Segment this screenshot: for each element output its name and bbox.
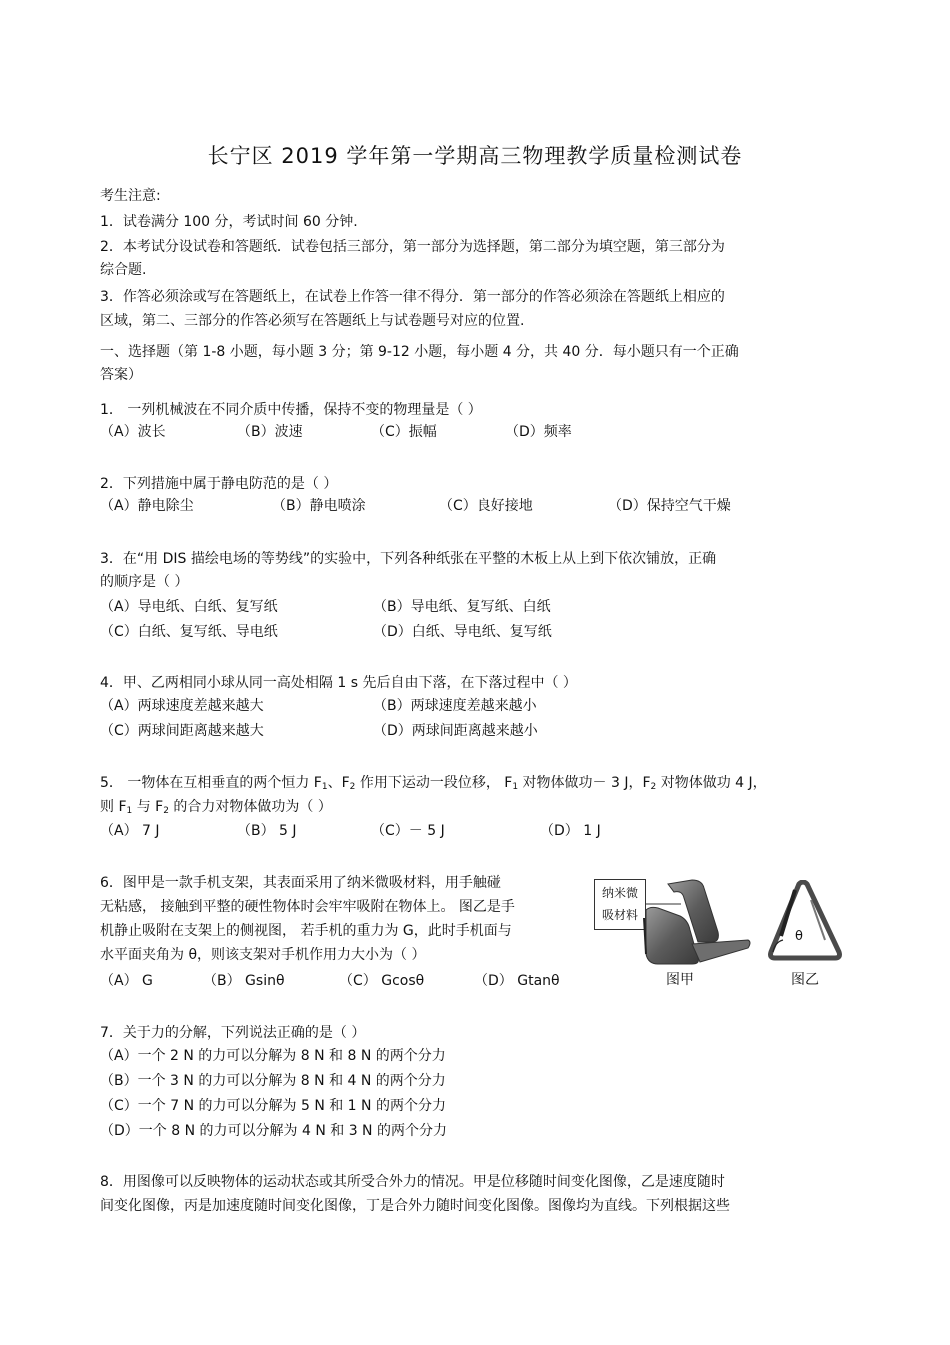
- question-7-option-b: （B）一个 3 N 的力可以分解为 8 N 和 4 N 的两个分力: [100, 1073, 446, 1089]
- question-1-option-a: （A）波长: [100, 424, 166, 440]
- question-5-option-b: （B） 5 J: [237, 823, 297, 839]
- question-2-option-c: （C）良好接地: [439, 498, 533, 514]
- question-2-stem: 2．下列措施中属于静电防范的是（ ）: [100, 476, 338, 492]
- phone-stand-figure: [640, 876, 752, 966]
- notice-item: 3．作答必须涂或写在答题纸上，在试卷上作答一律不得分．第一部分的作答必须涂在答题纸上相应的: [100, 289, 725, 305]
- notice-item: 区域，第二、三部分的作答必须写在答题纸上与试卷题号对应的位置.: [100, 313, 525, 329]
- question-3-option-d: （D）白纸、导电纸、复写纸: [373, 624, 552, 640]
- question-4-option-d: （D）两球间距离越来越小: [373, 723, 538, 739]
- question-6-option-a: （A） G: [100, 973, 153, 989]
- theta-label: θ: [795, 929, 803, 944]
- question-7-option-a: （A）一个 2 N 的力可以分解为 8 N 和 8 N 的两个分力: [100, 1048, 446, 1064]
- notice-item: 2．本考试分设试卷和答题纸．试卷包括三部分，第一部分为选择题，第二部分为填空题，第三部分为: [100, 239, 725, 255]
- question-3-stem: 3．在“用 DIS 描绘电场的等势线”的实验中，下列各种纸张在平整的木板上从上到下依次铺放，正确: [100, 551, 717, 567]
- question-2-option-b: （B）静电喷涂: [272, 498, 366, 514]
- notice-item: 1．试卷满分 100 分，考试时间 60 分钟.: [100, 214, 358, 230]
- question-6-option-b: （B） Gsinθ: [203, 973, 285, 989]
- figure-b-caption: 图乙: [791, 972, 819, 988]
- question-2-option-a: （A）静电除尘: [100, 498, 194, 514]
- label-leader-line: [645, 900, 685, 912]
- question-4-stem: 4．甲、乙两相同小球从同一高处相隔 1 s 先后自由下落，在下落过程中（ ）: [100, 675, 577, 691]
- question-6-stem-cont: 无粘感， 接触到平整的硬性物体时会牢牢吸附在物体上。 图乙是手: [100, 899, 515, 915]
- question-8-stem: 8．用图像可以反映物体的运动状态或其所受合外力的情况。甲是位移随时间变化图像，乙是速度随时: [100, 1174, 725, 1190]
- question-5-option-a: （A） 7 J: [100, 823, 160, 839]
- question-6-option-d: （D） Gtanθ: [474, 973, 560, 989]
- question-2-option-d: （D）保持空气干燥: [608, 498, 731, 514]
- question-6-stem-cont: 水平面夹角为 θ，则该支架对手机作用力大小为（ ）: [100, 947, 426, 963]
- question-1-option-c: （C）振幅: [371, 424, 437, 440]
- question-3-option-c: （C）白纸、复写纸、导电纸: [100, 624, 278, 640]
- question-7-option-d: （D）一个 8 N 的力可以分解为 4 N 和 3 N 的两个分力: [100, 1123, 447, 1139]
- nano-material-label: 纳米微 吸材料: [594, 879, 646, 930]
- section-heading-cont: 答案）: [100, 367, 142, 383]
- question-3-option-a: （A）导电纸、白纸、复写纸: [100, 599, 278, 615]
- page-title: 长宁区 2019 学年第一学期高三物理教学质量检测试卷: [207, 144, 743, 168]
- question-1-stem: 1． 一列机械波在不同介质中传播，保持不变的物理量是（ ）: [100, 402, 482, 418]
- question-6-stem: 6．图甲是一款手机支架，其表面采用了纳米微吸材料，用手触碰: [100, 875, 501, 891]
- question-1-option-b: （B）波速: [237, 424, 303, 440]
- question-7-option-c: （C）一个 7 N 的力可以分解为 5 N 和 1 N 的两个分力: [100, 1098, 446, 1114]
- question-6-option-c: （C） Gcosθ: [339, 973, 425, 989]
- section-heading: 一、选择题（第 1-8 小题，每小题 3 分；第 9-12 小题，每小题 4 分，共 40 分．每小题只有一个正确: [100, 344, 739, 360]
- figure-a-caption: 图甲: [666, 972, 694, 988]
- question-4-option-b: （B）两球速度差越来越小: [373, 698, 537, 714]
- question-3-stem-cont: 的顺序是（ ）: [100, 574, 189, 590]
- question-4-option-a: （A）两球速度差越来越大: [100, 698, 264, 714]
- question-5-stem-cont: 则 $F_1$ 与 $F_2$ 的合力对物体做功为（ ）: [100, 799, 332, 816]
- question-6-stem-cont: 机静止吸附在支架上的侧视图， 若手机的重力为 G，此时手机面与: [100, 923, 512, 939]
- question-3-option-b: （B）导电纸、复写纸、白纸: [373, 599, 551, 615]
- notice-item: 综合题.: [100, 262, 147, 278]
- notice-heading: 考生注意:: [100, 188, 161, 204]
- question-8-stem-cont: 间变化图像，丙是加速度随时间变化图像，丁是合外力随时间变化图像。图像均为直线。下列根据这些: [100, 1198, 730, 1214]
- question-7-stem: 7．关于力的分解，下列说法正确的是（ ）: [100, 1025, 366, 1041]
- question-5-option-c: （C）－ 5 J: [371, 823, 445, 839]
- question-4-option-c: （C）两球间距离越来越大: [100, 723, 264, 739]
- stand-side-view-figure: [763, 880, 845, 966]
- question-5-stem: 5． 一物体在互相垂直的两个恒力 $F_1$、$F_2$ 作用下运动一段位移， $F_1$ 对物体做功－ 3 J，$F_2$ 对物体做功 4 J，: [100, 775, 767, 792]
- question-5-option-d: （D） 1 J: [540, 823, 601, 839]
- question-1-option-d: （D）频率: [505, 424, 572, 440]
